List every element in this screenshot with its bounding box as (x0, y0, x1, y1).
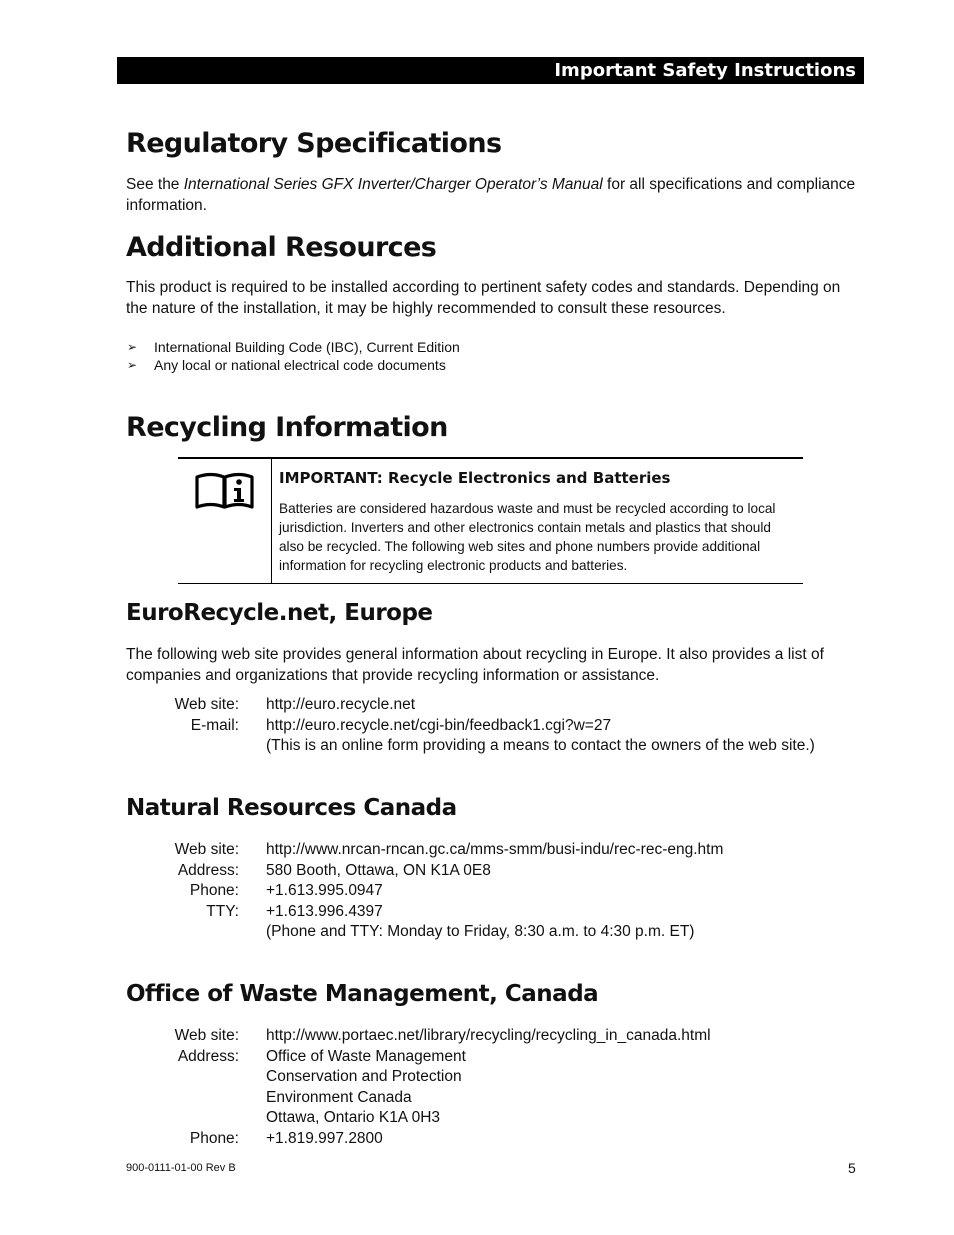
nrcan-heading: Natural Resources Canada (126, 795, 457, 821)
contact-row: (This is an online form providing a means to contact the owners of the web site.) (266, 737, 815, 754)
nrcan-contacts (126, 840, 886, 943)
arrow-bullet-icon: ➢ (127, 358, 138, 372)
additional-heading: Additional Resources (126, 232, 437, 263)
header-bar (117, 57, 864, 84)
eurorecycle-heading: EuroRecycle.net, Europe (126, 600, 433, 626)
doc-number: 900-0111-01-00 Rev B (126, 1162, 236, 1174)
manual-title: International Series GFX Inverter/Charger Operator’s Manual (183, 176, 603, 193)
notice-title: IMPORTANT: Recycle Electronics and Batteries (279, 469, 671, 487)
eurorecycle-contacts (126, 695, 886, 757)
list-item: ➢ Any local or national electrical code documents (127, 357, 446, 373)
regulatory-heading: Regulatory Specifications (126, 128, 502, 159)
contact-row: Address: 580 Booth, Ottawa, ON K1A 0E8 (177, 861, 491, 879)
euro-email-link[interactable]: http://euro.recycle.net/cgi-bin/feedback1.cgi?w=27 (266, 716, 612, 734)
regulatory-text: See the International Series GFX Inverter/Charger Operator’s Manual for all specifications and compliance information. (126, 176, 856, 214)
contact-row: Environment Canada (266, 1088, 412, 1106)
nrcan-website-link[interactable]: http://www.nrcan-rncan.gc.ca/mms-smm/busi-indu/rec-rec-eng.htm (266, 841, 724, 858)
resource-list (126, 338, 460, 374)
contact-row: Phone: +1.819.997.2800 (189, 1129, 383, 1147)
arrow-bullet-icon: ➢ (127, 340, 138, 354)
contact-row: Web site: http://euro.recycle.net (126, 695, 886, 716)
recycling-heading: Recycling Information (126, 412, 448, 443)
page-number: 5 (848, 1160, 856, 1176)
additional-intro: This product is required to be installed according to pertinent safety codes and standards. Depending on the nature of the installation, it may be highly recommended to consult these resources. (126, 279, 841, 317)
contact-row: Conservation and Protection (266, 1068, 462, 1085)
eurorecycle-intro: The following web site provides general information about recycling in Europe. It also provides a list of companies and organizations that provide recycling information or assistance. (126, 646, 824, 684)
contact-row: Phone: +1.613.995.0947 (189, 882, 383, 899)
contact-row: (Phone and TTY: Monday to Friday, 8:30 a.m. to 4:30 p.m. ET) (266, 923, 695, 940)
header-title: Important Safety Instructions (554, 60, 856, 81)
notice-body: Batteries are considered hazardous waste and must be recycled according to local jurisdiction. Inverters and other electronics contain metals and plastics that should also be recycled. The following web sites and phone numbers provide additional information for recycling electronic products and batteries. (279, 501, 776, 573)
contact-row: Ottawa, Ontario K1A 0H3 (266, 1109, 441, 1126)
notice-divider (271, 459, 272, 583)
owm-heading: Office of Waste Management, Canada (126, 981, 599, 1007)
important-notice (178, 457, 803, 584)
contact-row: Address: Office of Waste Management (177, 1047, 466, 1065)
euro-website-link[interactable]: http://euro.recycle.net (266, 696, 416, 713)
list-item: ➢ International Building Code (IBC), Current Edition (127, 339, 460, 355)
contact-row: TTY: +1.613.996.4397 (206, 902, 383, 920)
owm-website-link[interactable]: http://www.portaec.net/library/recycling/recycling_in_canada.html (266, 1027, 711, 1044)
contact-row: Web site: http://www.nrcan-rncan.gc.ca/mms-smm/busi-indu/rec-rec-eng.htm (126, 840, 886, 861)
owm-contacts (126, 1026, 886, 1149)
manual-info-icon (194, 467, 256, 511)
contact-row: Web site: http://www.portaec.net/library/recycling/recycling_in_canada.html (126, 1026, 886, 1047)
contact-row: E-mail: http://euro.recycle.net/cgi-bin/feedback1.cgi?w=27 (126, 716, 886, 737)
